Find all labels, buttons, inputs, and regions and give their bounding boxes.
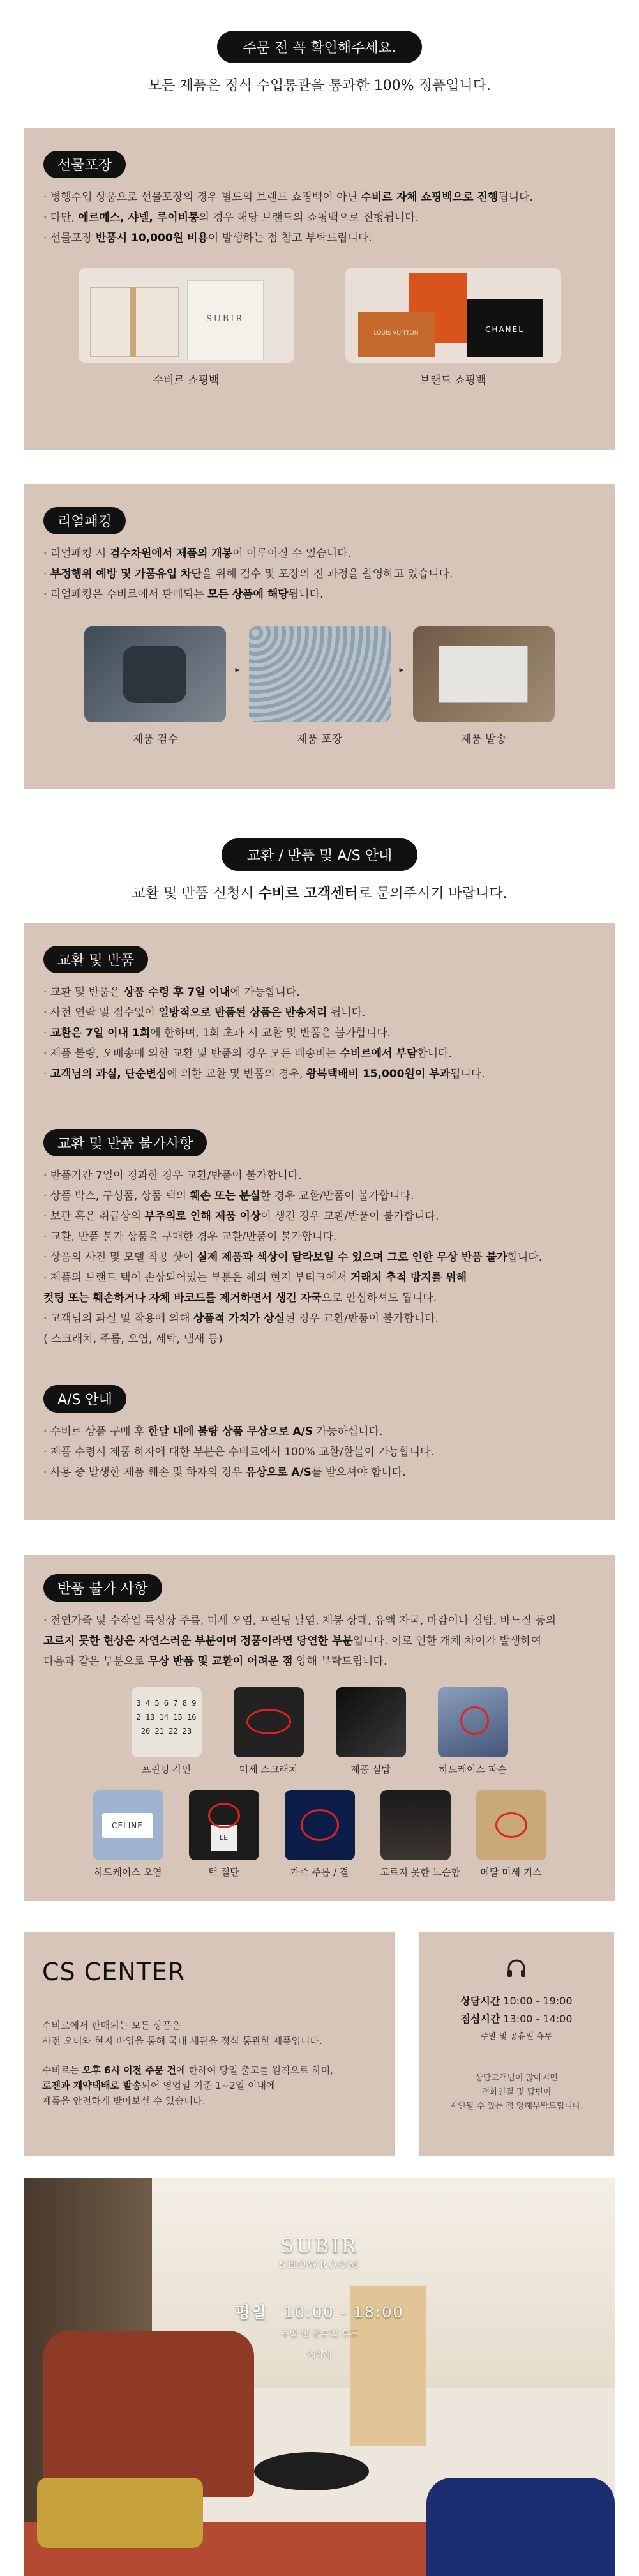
text-segment: · 다만, xyxy=(43,211,79,224)
bullet-line xyxy=(43,1462,596,1483)
text-segment: · xyxy=(43,1027,50,1040)
wrinkle-caption: 가죽 주름 / 결 xyxy=(290,1867,349,1878)
bold-segment: 무상 반품 및 교환이 어려운 점 xyxy=(148,1655,293,1668)
inspect-photo xyxy=(84,626,226,722)
text-segment: · 제품 수령시 제품 하자에 대한 부분은 수비르에서 100% 교환/환불이 가능합니다. xyxy=(43,1446,434,1458)
bullet-line xyxy=(43,1043,596,1064)
arrow-icon: ▸ xyxy=(399,665,404,675)
text-segment: · 보관 혹은 취급상의 xyxy=(43,1210,145,1223)
case-damage-caption: 하드케이스 파손 xyxy=(439,1764,507,1775)
noreturn-row1 xyxy=(43,1687,596,1776)
hours-value: 10:00 - 19:00 xyxy=(503,1995,573,2007)
genuine-notice: 모든 제품은 정식 수입통관을 통과한 100% 정품입니다. xyxy=(148,78,491,94)
cs-info xyxy=(24,1932,395,2156)
gift-photos xyxy=(43,268,596,387)
bullet-line xyxy=(43,564,596,584)
text-segment: · 리얼패킹은 수비르에서 판매되는 xyxy=(43,588,207,601)
case-stain-photo xyxy=(93,1790,163,1860)
red-circle-mark xyxy=(208,1803,240,1828)
bullet-line xyxy=(43,1165,596,1186)
cs-p2-mid: 에 한하여 당일 출고를 원칙으로 하며, xyxy=(176,2065,333,2076)
text-segment: 양해 부탁드립니다. xyxy=(292,1655,387,1668)
print-caption: 프린팅 각인 xyxy=(141,1764,192,1775)
hours-label: 상담시간 xyxy=(460,1995,500,2007)
subir-bag-text: SUBIR xyxy=(206,314,244,324)
ribbon-shape xyxy=(130,287,136,357)
text-segment: 이 이루어질 수 있습니다. xyxy=(232,547,352,560)
noreturn-row2 xyxy=(43,1790,596,1879)
bold-segment: 부주의로 인해 제품 이상 xyxy=(144,1210,261,1223)
metal-caption: 메탈 미세 기스 xyxy=(480,1867,542,1878)
wrinkle-item xyxy=(285,1790,355,1879)
red-circle-mark xyxy=(246,1709,291,1734)
notice-pill: 주문 전 꼭 확인해주세요. xyxy=(217,31,422,63)
loose-item xyxy=(380,1790,460,1879)
celine-box: CELINE xyxy=(102,1813,153,1838)
text-segment: 에 한하며, 1회 초과 시 교환 및 반품은 불가합니다. xyxy=(150,1027,391,1040)
text-segment: 를 받으셔야 합니다. xyxy=(312,1466,406,1479)
text-segment: · 수비르 상품 구매 후 xyxy=(43,1425,148,1438)
bullet-line xyxy=(43,1288,596,1308)
bullet-line xyxy=(43,1631,596,1651)
blue-chair xyxy=(426,2478,615,2576)
bold-segment: 거래처 추적 방지를 위해 xyxy=(350,1271,467,1284)
showroom-overlay xyxy=(24,2235,615,2360)
gift-list xyxy=(43,187,596,248)
exchange-section xyxy=(24,923,615,1520)
noexchange-tag: 교환 및 반품 불가사항 xyxy=(43,1129,207,1156)
showroom-label: SHOWROOM xyxy=(279,2259,360,2270)
noreturn-section xyxy=(24,1555,615,1901)
text-segment: 에 의한 교환 및 반품의 경우, xyxy=(167,1068,306,1080)
bold-segment: 반품시 10,000원 비용 xyxy=(95,232,208,245)
cs-p2-pre: 수비르는 xyxy=(42,2065,82,2076)
chanel-bag-shape xyxy=(467,299,543,357)
text-segment: 된 경우 교환/반품이 불가합니다. xyxy=(285,1312,439,1325)
bold-segment: 부정행위 예방 및 가품유입 차단 xyxy=(50,568,202,580)
cs-delay-note xyxy=(429,2072,604,2114)
gift-tag: 선물포장 xyxy=(43,151,126,178)
text-segment: · 사용 중 발생한 제품 훼손 및 하자의 경우 xyxy=(43,1466,246,1479)
bullet-line xyxy=(43,1227,596,1247)
side-table xyxy=(254,2452,369,2490)
bold-segment: 검수차원에서 제품의 개봉 xyxy=(109,547,233,560)
metal-item xyxy=(476,1790,546,1879)
cs-p1-line1: 수비르에서 판매되는 모든 상품은 xyxy=(42,2020,181,2031)
lunch-value: 13:00 - 14:00 xyxy=(503,2013,573,2025)
subir-bag-caption: 수비르 쇼핑백 xyxy=(153,374,220,387)
bullet-line xyxy=(43,1206,596,1227)
cs-p2-post: 되어 영업일 기준 1~2일 이내에 xyxy=(141,2080,276,2091)
bold-segment: 왕복택배비 15,000원이 부과 xyxy=(306,1068,451,1080)
bold-segment: 교환은 7일 이내 1회 xyxy=(50,1027,151,1040)
bold-segment: 상품 수령 후 7일 이내 xyxy=(123,986,230,999)
showroom-brand: SUBIR xyxy=(280,2235,359,2257)
cs-title: CS CENTER xyxy=(42,1958,186,1986)
chanel-bag-text: CHANEL xyxy=(485,325,524,334)
as-tag: A/S 안내 xyxy=(43,1385,126,1413)
as-list xyxy=(43,1421,596,1483)
showroom-photo xyxy=(24,2178,615,2576)
print-photo xyxy=(132,1687,202,1757)
text-segment: 에 가능합니다. xyxy=(230,986,300,999)
scratch-photo xyxy=(234,1687,304,1757)
headset-icon xyxy=(429,1958,604,1981)
tag-cut-caption: 택 절단 xyxy=(208,1867,239,1878)
text-segment: ( 스크래치, 주름, 오염, 세탁, 냄새 등) xyxy=(43,1333,223,1345)
realpacking-section xyxy=(24,484,615,789)
bullet-line xyxy=(43,1442,596,1462)
showroom-holiday: 주말 및 공휴일 휴무 xyxy=(280,2329,359,2339)
brand-bag-caption: 브랜드 쇼핑백 xyxy=(419,374,486,387)
bold-segment: 컷팅 또는 훼손하거나 자체 바코드를 제거하면서 생긴 자국 xyxy=(43,1292,322,1305)
text-segment: 입니다. 이로 인한 개체 차이가 발생하여 xyxy=(352,1635,542,1648)
scratch-caption: 미세 스크래치 xyxy=(239,1764,298,1775)
thread-item xyxy=(336,1687,406,1776)
cs-p2-last: 제품을 안전하게 받아보실 수 있습니다. xyxy=(42,2095,206,2107)
text-segment: 다음과 같은 부분으로 xyxy=(43,1655,149,1668)
text-segment: · xyxy=(43,568,50,580)
print-digits-1: 3 4 5 6 7 8 9 xyxy=(136,1699,197,1708)
thread-photo xyxy=(336,1687,406,1757)
bold-segment: 유상으로 A/S xyxy=(245,1466,312,1479)
cs-p2-bold2: 로젠과 계약택배로 발송 xyxy=(42,2080,142,2091)
print-digits-3: 20 21 22 23 xyxy=(140,1727,192,1736)
noexchange-list xyxy=(43,1165,596,1349)
red-circle-mark xyxy=(301,1809,339,1841)
text-segment: · 교환 및 반품은 xyxy=(43,986,124,999)
text-segment: · 교환, 반품 불가 상품을 구매한 경우 교환/반품이 불가합니다. xyxy=(43,1231,337,1243)
bullet-line xyxy=(43,187,596,208)
yellow-ottoman xyxy=(37,2478,203,2548)
text-segment: 됩니다. xyxy=(498,191,533,204)
loose-caption: 고르지 못한 느슨함 xyxy=(380,1867,460,1878)
bullet-line xyxy=(43,208,596,228)
bullet-line xyxy=(43,1308,596,1329)
hours-block xyxy=(429,1992,604,2046)
text-segment: 을 위해 검수 및 포장의 전 과정을 촬영하고 있습니다. xyxy=(201,568,453,580)
cs-hours xyxy=(419,1932,614,2156)
loose-photo xyxy=(380,1790,451,1860)
exchange-tag: 교환 및 반품 xyxy=(43,946,148,973)
red-circle-mark xyxy=(495,1812,527,1838)
bold-segment: 모든 상품에 해당 xyxy=(207,588,289,601)
exchange-subtitle xyxy=(0,883,639,902)
cs-p2-bold1: 오후 6시 이전 주문 건 xyxy=(82,2065,176,2076)
print-digits-2: 2 13 14 15 16 xyxy=(136,1713,197,1722)
text-segment: · 상품 박스, 구성품, 상품 택의 xyxy=(43,1190,190,1202)
text-segment: 이 발생하는 점 참고 부탁드립니다. xyxy=(207,232,372,245)
scratch-item xyxy=(234,1687,304,1776)
bullet-line xyxy=(43,228,596,248)
bold-segment: 일방적으로 반품된 상품은 반송처리 xyxy=(158,1006,327,1019)
step-pack xyxy=(249,626,391,746)
text-segment: · 사전 연락 및 접수없이 xyxy=(43,1006,159,1019)
bullet-line xyxy=(43,1329,596,1349)
note-line2: 전화연결 및 답변이 xyxy=(481,2087,552,2097)
text-segment: · xyxy=(43,1068,50,1080)
pack-caption: 제품 포장 xyxy=(296,733,343,746)
step-inspect xyxy=(84,626,226,746)
exchange-list xyxy=(43,982,596,1084)
text-segment: · 제품의 브랜드 택이 손상되어있는 부분은 해외 현지 부티크에서 xyxy=(43,1271,351,1284)
text-segment: 가능하십니다. xyxy=(313,1425,383,1438)
realpacking-list xyxy=(43,543,596,605)
gift-section xyxy=(24,128,615,450)
noreturn-list xyxy=(43,1610,596,1672)
bold-segment: 훼손 또는 분실 xyxy=(190,1190,260,1202)
bullet-line xyxy=(43,1610,596,1631)
text-segment: 이 생긴 경우 교환/반품이 불가합니다. xyxy=(260,1210,439,1223)
cs-paragraph-2 xyxy=(42,2063,377,2109)
text-segment: · 제품 불량, 오배송에 의한 교환 및 반품의 경우 모든 배송비는 xyxy=(43,1047,340,1060)
showroom-hours: 10:00 - 18:00 xyxy=(283,2303,404,2321)
bullet-line xyxy=(43,1023,596,1043)
text-segment: · 전연가죽 및 수작업 특성상 주름, 미세 오염, 프린팅 날염, 재봉 상태, 유액 자국, 마감이나 실밥, 바느질 등의 xyxy=(43,1614,556,1627)
exchange-pill: 교환 / 반품 및 A/S 안내 xyxy=(222,838,418,871)
subir-bag-shape xyxy=(187,280,264,360)
lunch-label: 점심시간 xyxy=(460,2013,500,2025)
bold-segment: 고객님의 과실, 단순변심 xyxy=(50,1068,167,1080)
case-stain-caption: 하드케이스 오염 xyxy=(94,1867,162,1878)
text-segment: 의 경우 해당 브랜드의 쇼핑백으로 진행됩니다. xyxy=(199,211,419,224)
text-segment: · 고객님의 과실 및 착용에 의해 xyxy=(43,1312,193,1325)
bag-shape xyxy=(123,646,186,703)
tag-cut-photo xyxy=(189,1790,259,1860)
brand-bag-photo xyxy=(345,268,561,363)
text-segment: 한 경우 교환/반품이 불가합니다. xyxy=(260,1190,414,1202)
note-line3: 지연될 수 있는 점 양해부탁드립니다. xyxy=(449,2102,583,2111)
exchange-subtitle-post: 로 문의주시기 바랍니다. xyxy=(357,886,507,902)
bold-segment: 실제 제품과 색상이 달라보일 수 있으며 그로 인한 무상 반품 불가 xyxy=(197,1251,507,1264)
realpacking-tag: 리얼패킹 xyxy=(43,507,126,534)
exchange-subtitle-pre: 교환 및 반품 신청시 xyxy=(132,886,259,902)
subir-bag-photo xyxy=(79,268,294,363)
bullet-line xyxy=(43,1651,596,1672)
bullet-line xyxy=(43,1268,596,1288)
cs-p1-line2: 사전 오더와 현지 바잉을 통해 국내 세관을 정식 통관한 제품입니다. xyxy=(42,2035,322,2047)
ship-photo xyxy=(413,626,555,722)
bullet-line xyxy=(43,982,596,1003)
subir-bag-photo-item xyxy=(79,268,294,387)
holiday-note: 주말 및 공휴일 휴무 xyxy=(480,2032,553,2042)
bullet-line xyxy=(43,1003,596,1023)
bold-segment: 수비르에서 부담 xyxy=(340,1047,417,1060)
exchange-header xyxy=(0,838,639,902)
text-segment: · 리얼패킹 시 xyxy=(43,547,110,560)
tag-cut-item xyxy=(189,1790,259,1879)
exchange-subtitle-bold: 수비르 고객센터 xyxy=(258,886,358,902)
bullet-line xyxy=(43,1186,596,1206)
text-segment: 합니다. xyxy=(507,1251,543,1264)
text-segment: · 선물포장 xyxy=(43,232,96,245)
arrow-icon: ▸ xyxy=(235,665,240,675)
packing-steps xyxy=(43,626,596,746)
text-segment: 됩니다. xyxy=(327,1006,366,1019)
lv-box-shape xyxy=(358,312,435,357)
tag-label: LE xyxy=(211,1825,237,1851)
bullet-line xyxy=(43,1064,596,1084)
step-ship xyxy=(413,626,555,746)
text-segment: 으로 안심하셔도 됩니다. xyxy=(321,1292,437,1305)
wrinkle-photo xyxy=(285,1790,355,1860)
text-segment: · 병행수입 상품으로 선물포장의 경우 별도의 브랜드 쇼핑백이 아닌 xyxy=(43,191,361,204)
red-circle-mark xyxy=(460,1706,489,1735)
pack-photo xyxy=(249,626,391,722)
noreturn-tag: 반품 불가 사항 xyxy=(43,1574,162,1602)
case-damage-photo xyxy=(438,1687,508,1757)
thread-caption: 제품 실밥 xyxy=(350,1764,391,1775)
shipping-label-shape xyxy=(439,646,528,703)
bullet-line xyxy=(43,1247,596,1268)
ship-caption: 제품 발송 xyxy=(460,733,507,746)
bullet-line xyxy=(43,543,596,564)
text-segment: · 상품의 사진 및 모델 착용 샷이 xyxy=(43,1251,197,1264)
top-header xyxy=(0,31,639,95)
case-stain-item xyxy=(93,1790,163,1879)
inspect-caption: 제품 검수 xyxy=(132,733,179,746)
bold-segment: 수비르 자체 쇼핑백으로 진행 xyxy=(361,191,499,204)
text-segment: 됩니다. xyxy=(450,1068,485,1080)
lv-box-text: LOUIS VUITTON xyxy=(373,330,419,337)
metal-photo xyxy=(476,1790,546,1860)
brand-bag-photo-item xyxy=(345,268,561,387)
showroom-hours-line xyxy=(24,2299,615,2322)
bold-segment: 상품적 가치가 상실 xyxy=(193,1312,285,1325)
text-segment: · 반품기간 7일이 경과한 경우 교환/반품이 불가합니다. xyxy=(43,1169,302,1182)
case-damage-item xyxy=(438,1687,508,1776)
note-line1: 상담고객님이 많아지면 xyxy=(475,2073,558,2083)
bullet-line xyxy=(43,584,596,605)
bold-segment: 에르메스, 샤넬, 루이비통 xyxy=(78,211,199,224)
cs-paragraph-1 xyxy=(42,2018,377,2049)
bold-segment: 한달 내에 불량 상품 무상으로 A/S xyxy=(147,1425,313,1438)
showroom-day: 평일 xyxy=(235,2303,267,2321)
bold-segment: 고르지 못한 현상은 자연스러운 부분이며 정품이라면 당연한 부분 xyxy=(43,1635,353,1648)
cs-section xyxy=(24,1932,614,2156)
text-segment: 됩니다. xyxy=(288,588,324,601)
bullet-line xyxy=(43,1421,596,1442)
showroom-extra: 예약제 xyxy=(307,2350,332,2360)
text-segment: 합니다. xyxy=(417,1047,452,1060)
print-item xyxy=(132,1687,202,1776)
